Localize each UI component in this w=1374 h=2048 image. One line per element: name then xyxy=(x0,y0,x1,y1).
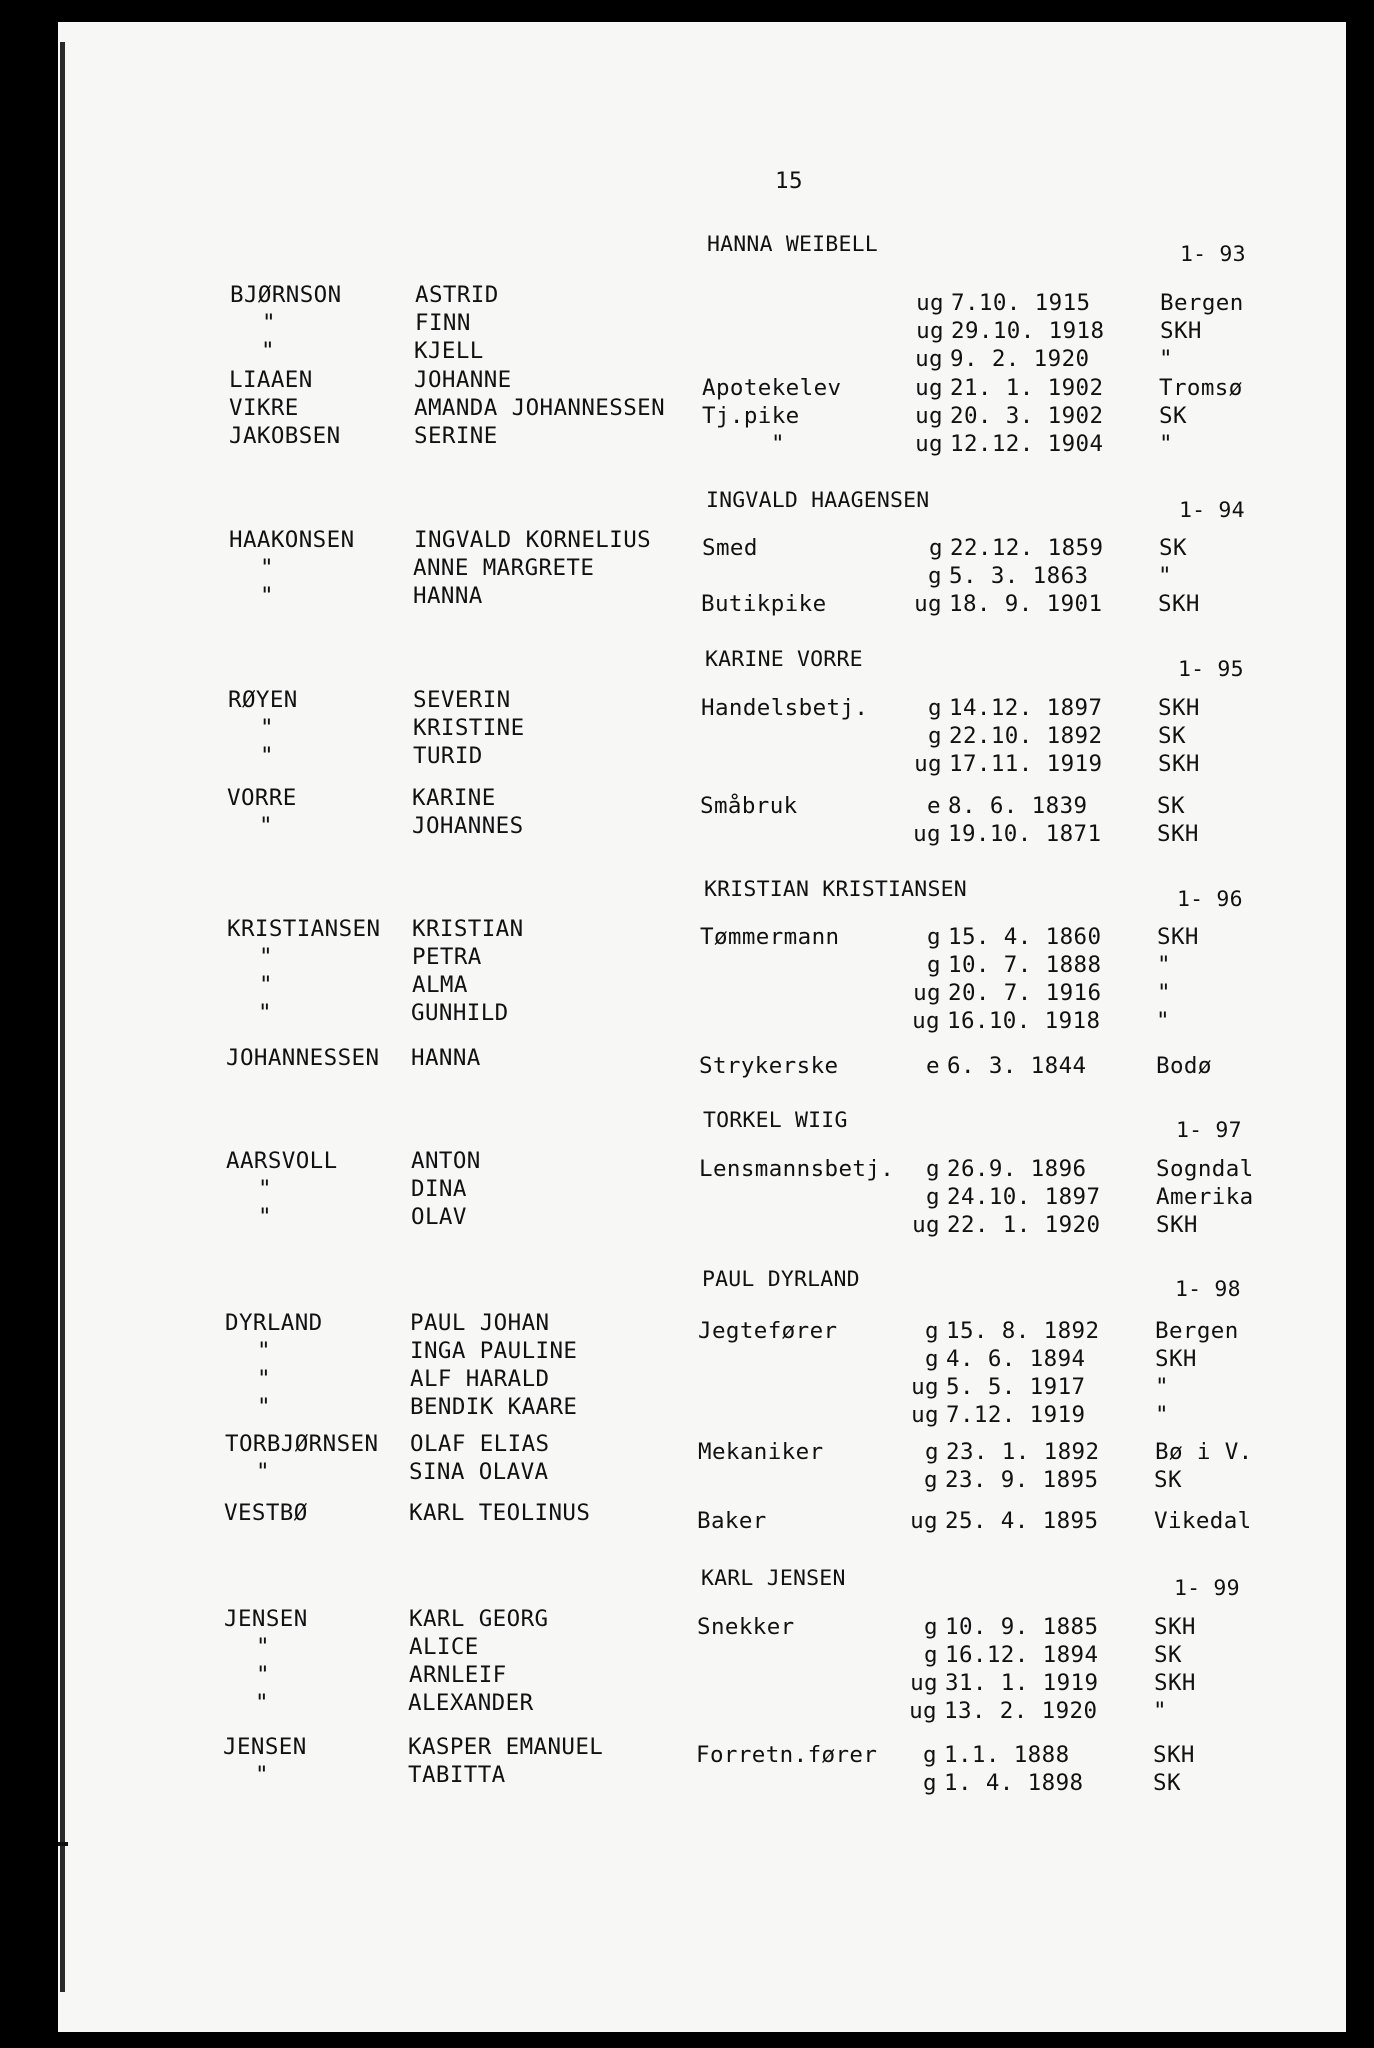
place: Tromsø xyxy=(1159,375,1243,401)
date: 22.12. 1859 xyxy=(950,535,1104,561)
civil-status: g xyxy=(927,952,941,978)
civil-status: ug xyxy=(913,980,941,1006)
surname: " xyxy=(255,1690,269,1716)
given-name: ARNLEIF xyxy=(409,1662,507,1688)
family-head-name: KARINE VORRE xyxy=(705,647,863,672)
occupation: Smed xyxy=(702,535,758,561)
occupation: Strykerske xyxy=(699,1053,839,1079)
given-name: AMANDA JOHANNESSEN xyxy=(414,395,666,421)
surname: " xyxy=(257,1338,271,1364)
family-head-name: KRISTIAN KRISTIANSEN xyxy=(704,877,967,902)
given-name: SERINE xyxy=(414,423,498,449)
date: 14.12. 1897 xyxy=(949,695,1103,721)
surname: " xyxy=(260,715,274,741)
civil-status: g xyxy=(928,695,942,721)
date: 6. 3. 1844 xyxy=(947,1053,1087,1079)
family-number: 1- 97 xyxy=(1176,1118,1242,1143)
civil-status: g xyxy=(923,1770,937,1796)
civil-status: g xyxy=(928,723,942,749)
place: SKH xyxy=(1154,1670,1196,1696)
civil-status: ug xyxy=(912,1212,940,1238)
place: SKH xyxy=(1155,1346,1197,1372)
date: 20. 3. 1902 xyxy=(950,403,1104,429)
date: 15. 8. 1892 xyxy=(946,1318,1100,1344)
place: SK xyxy=(1159,535,1187,561)
place: SKH xyxy=(1158,751,1200,777)
civil-status: ug xyxy=(914,591,942,617)
date: 13. 2. 1920 xyxy=(944,1698,1098,1724)
place: " xyxy=(1155,1402,1169,1428)
given-name: KARINE xyxy=(412,785,496,811)
occupation: Tj.pike xyxy=(702,403,800,429)
place: SKH xyxy=(1157,821,1199,847)
surname: " xyxy=(261,338,275,364)
surname: BJØRNSON xyxy=(230,282,342,308)
place: " xyxy=(1157,980,1171,1006)
given-name: INGVALD KORNELIUS xyxy=(414,527,652,553)
date: 31. 1. 1919 xyxy=(945,1670,1099,1696)
given-name: KRISTINE xyxy=(413,715,525,741)
place: Amerika xyxy=(1156,1184,1254,1210)
surname: VIKRE xyxy=(229,395,299,421)
civil-status: g xyxy=(926,1156,940,1182)
place: SK xyxy=(1154,1467,1182,1493)
occupation: " xyxy=(771,431,785,457)
date: 10. 7. 1888 xyxy=(948,952,1102,978)
given-name: PETRA xyxy=(412,944,482,970)
civil-status: ug xyxy=(916,290,944,316)
civil-status: g xyxy=(927,924,941,950)
occupation: Handelsbetj. xyxy=(701,695,869,721)
surname: DYRLAND xyxy=(225,1310,323,1336)
civil-status: g xyxy=(924,1614,938,1640)
given-name: HANNA xyxy=(411,1045,481,1071)
given-name: JOHANNES xyxy=(412,813,524,839)
surname: LIAAEN xyxy=(229,367,313,393)
given-name: ALEXANDER xyxy=(408,1690,534,1716)
civil-status: ug xyxy=(911,1402,939,1428)
surname: AARSVOLL xyxy=(226,1148,338,1174)
given-name: KARL GEORG xyxy=(409,1606,549,1632)
family-number: 1- 98 xyxy=(1175,1277,1241,1302)
place: Sogndal xyxy=(1156,1156,1254,1182)
place: SKH xyxy=(1158,591,1200,617)
date: 16.12. 1894 xyxy=(945,1642,1099,1668)
date: 17.11. 1919 xyxy=(949,751,1103,777)
date: 12.12. 1904 xyxy=(950,431,1104,457)
family-head-name: PAUL DYRLAND xyxy=(702,1267,860,1292)
surname: " xyxy=(258,1000,272,1026)
date: 24.10. 1897 xyxy=(947,1184,1101,1210)
surname: JENSEN xyxy=(223,1734,307,1760)
date: 4. 6. 1894 xyxy=(946,1346,1086,1372)
date: 19.10. 1871 xyxy=(948,821,1102,847)
surname: " xyxy=(260,743,274,769)
given-name: SINA OLAVA xyxy=(409,1459,549,1485)
date: 22.10. 1892 xyxy=(949,723,1103,749)
date: 5. 5. 1917 xyxy=(946,1374,1086,1400)
date: 10. 9. 1885 xyxy=(945,1614,1099,1640)
civil-status: e xyxy=(926,1053,940,1079)
given-name: BENDIK KAARE xyxy=(410,1394,578,1420)
place: SK xyxy=(1154,1642,1182,1668)
civil-status: ug xyxy=(915,346,943,372)
given-name: SEVERIN xyxy=(413,687,511,713)
place: SKH xyxy=(1154,1614,1196,1640)
given-name: ALF HARALD xyxy=(410,1366,550,1392)
place: SKH xyxy=(1160,318,1202,344)
given-name: OLAV xyxy=(411,1204,467,1230)
given-name: ANNE MARGRETE xyxy=(413,555,595,581)
family-head-name: TORKEL WIIG xyxy=(703,1108,848,1133)
place: " xyxy=(1158,563,1172,589)
surname: " xyxy=(257,1366,271,1392)
place: SK xyxy=(1159,403,1187,429)
place: SKH xyxy=(1153,1742,1195,1768)
date: 16.10. 1918 xyxy=(947,1008,1101,1034)
given-name: ASTRID xyxy=(415,282,499,308)
family-number: 1- 95 xyxy=(1178,657,1244,682)
civil-status: g xyxy=(926,1184,940,1210)
occupation: Butikpike xyxy=(701,591,827,617)
surname: " xyxy=(259,972,273,998)
occupation: Snekker xyxy=(697,1614,795,1640)
given-name: KARL TEOLINUS xyxy=(409,1500,591,1526)
surname: RØYEN xyxy=(228,687,298,713)
given-name: TABITTA xyxy=(408,1762,506,1788)
place: " xyxy=(1156,1008,1170,1034)
surname: KRISTIANSEN xyxy=(227,916,381,942)
occupation: Tømmermann xyxy=(700,924,840,950)
given-name: INGA PAULINE xyxy=(410,1338,578,1364)
given-name: JOHANNE xyxy=(414,367,512,393)
date: 9. 2. 1920 xyxy=(950,346,1090,372)
family-number: 1- 96 xyxy=(1177,887,1243,912)
place: " xyxy=(1159,431,1173,457)
place: SK xyxy=(1157,793,1185,819)
date: 23. 9. 1895 xyxy=(945,1467,1099,1493)
given-name: OLAF ELIAS xyxy=(410,1431,550,1457)
civil-status: g xyxy=(923,1742,937,1768)
date: 7.12. 1919 xyxy=(946,1402,1086,1428)
surname: " xyxy=(258,1204,272,1230)
civil-status: ug xyxy=(915,403,943,429)
family-number: 1- 99 xyxy=(1174,1576,1240,1601)
date: 23. 1. 1892 xyxy=(946,1439,1100,1465)
civil-status: g xyxy=(924,1467,938,1493)
surname: " xyxy=(258,1176,272,1202)
place: Bodø xyxy=(1156,1053,1212,1079)
occupation: Lensmannsbetj. xyxy=(699,1156,895,1182)
surname: " xyxy=(256,1634,270,1660)
given-name: FINN xyxy=(415,310,471,336)
surname: " xyxy=(262,310,276,336)
given-name: GUNHILD xyxy=(411,1000,509,1026)
given-name: DINA xyxy=(411,1176,467,1202)
civil-status: ug xyxy=(909,1698,937,1724)
given-name: ANTON xyxy=(411,1148,481,1174)
surname: TORBJØRNSEN xyxy=(225,1431,379,1457)
family-head-name: INGVALD HAAGENSEN xyxy=(706,488,930,513)
civil-status: ug xyxy=(912,1008,940,1034)
occupation: Apotekelev xyxy=(702,375,842,401)
civil-status: ug xyxy=(914,751,942,777)
surname: JENSEN xyxy=(224,1606,308,1632)
surname: " xyxy=(259,813,273,839)
civil-status: g xyxy=(929,535,943,561)
date: 22. 1. 1920 xyxy=(947,1212,1101,1238)
civil-status: ug xyxy=(915,431,943,457)
date: 29.10. 1918 xyxy=(951,318,1105,344)
occupation: Mekaniker xyxy=(698,1439,824,1465)
place: " xyxy=(1159,346,1173,372)
surname: " xyxy=(256,1662,270,1688)
date: 26.9. 1896 xyxy=(947,1156,1087,1182)
civil-status: ug xyxy=(911,1374,939,1400)
civil-status: ug xyxy=(916,318,944,344)
place: SKH xyxy=(1157,924,1199,950)
family-head-name: KARL JENSEN xyxy=(701,1566,846,1591)
family-number: 1- 94 xyxy=(1179,498,1245,523)
date: 5. 3. 1863 xyxy=(949,563,1089,589)
surname: VORRE xyxy=(227,785,297,811)
date: 18. 9. 1901 xyxy=(949,591,1103,617)
civil-status: ug xyxy=(910,1670,938,1696)
place: " xyxy=(1153,1698,1167,1724)
civil-status: g xyxy=(925,1318,939,1344)
place: SKH xyxy=(1158,695,1200,721)
civil-status: g xyxy=(924,1642,938,1668)
civil-status: g xyxy=(928,563,942,589)
place: SK xyxy=(1153,1770,1181,1796)
surname: " xyxy=(260,583,274,609)
date: 1. 4. 1898 xyxy=(944,1770,1084,1796)
surname: " xyxy=(256,1459,270,1485)
given-name: KRISTIAN xyxy=(412,916,524,942)
date: 15. 4. 1860 xyxy=(948,924,1102,950)
civil-status: g xyxy=(925,1439,939,1465)
given-name: ALICE xyxy=(409,1634,479,1660)
surname: JAKOBSEN xyxy=(229,423,341,449)
document-page xyxy=(58,22,1346,2032)
family-head-name: HANNA WEIBELL xyxy=(707,232,878,257)
given-name: PAUL JOHAN xyxy=(410,1310,550,1336)
date: 8. 6. 1839 xyxy=(948,793,1088,819)
surname: " xyxy=(257,1394,271,1420)
civil-status: g xyxy=(925,1346,939,1372)
given-name: HANNA xyxy=(413,583,483,609)
occupation: Jegtefører xyxy=(698,1318,838,1344)
civil-status: e xyxy=(927,793,941,819)
page-edge-shadow xyxy=(60,42,65,1992)
occupation: Småbruk xyxy=(700,793,798,819)
page-number: 15 xyxy=(775,168,803,194)
place: Vikedal xyxy=(1154,1508,1252,1534)
given-name: ALMA xyxy=(412,972,468,998)
occupation: Baker xyxy=(697,1508,767,1534)
place: " xyxy=(1157,952,1171,978)
date: 21. 1. 1902 xyxy=(950,375,1104,401)
civil-status: ug xyxy=(913,821,941,847)
family-number: 1- 93 xyxy=(1180,242,1246,267)
occupation: Forretn.fører xyxy=(696,1742,878,1768)
surname: HAAKONSEN xyxy=(229,527,355,553)
surname: " xyxy=(255,1762,269,1788)
surname: VESTBØ xyxy=(224,1500,308,1526)
margin-mark xyxy=(58,1842,68,1846)
place: " xyxy=(1155,1374,1169,1400)
place: SK xyxy=(1158,723,1186,749)
given-name: TURID xyxy=(413,743,483,769)
date: 25. 4. 1895 xyxy=(945,1508,1099,1534)
given-name: KJELL xyxy=(414,338,484,364)
civil-status: ug xyxy=(915,375,943,401)
civil-status: ug xyxy=(910,1508,938,1534)
given-name: KASPER EMANUEL xyxy=(408,1734,604,1760)
date: 20. 7. 1916 xyxy=(948,980,1102,1006)
surname: " xyxy=(259,944,273,970)
date: 7.10. 1915 xyxy=(951,290,1091,316)
place: SKH xyxy=(1156,1212,1198,1238)
place: Bergen xyxy=(1160,290,1244,316)
surname: JOHANNESSEN xyxy=(226,1045,380,1071)
place: Bø i V. xyxy=(1155,1439,1253,1465)
surname: " xyxy=(260,555,274,581)
place: Bergen xyxy=(1155,1318,1239,1344)
date: 1.1. 1888 xyxy=(944,1742,1070,1768)
